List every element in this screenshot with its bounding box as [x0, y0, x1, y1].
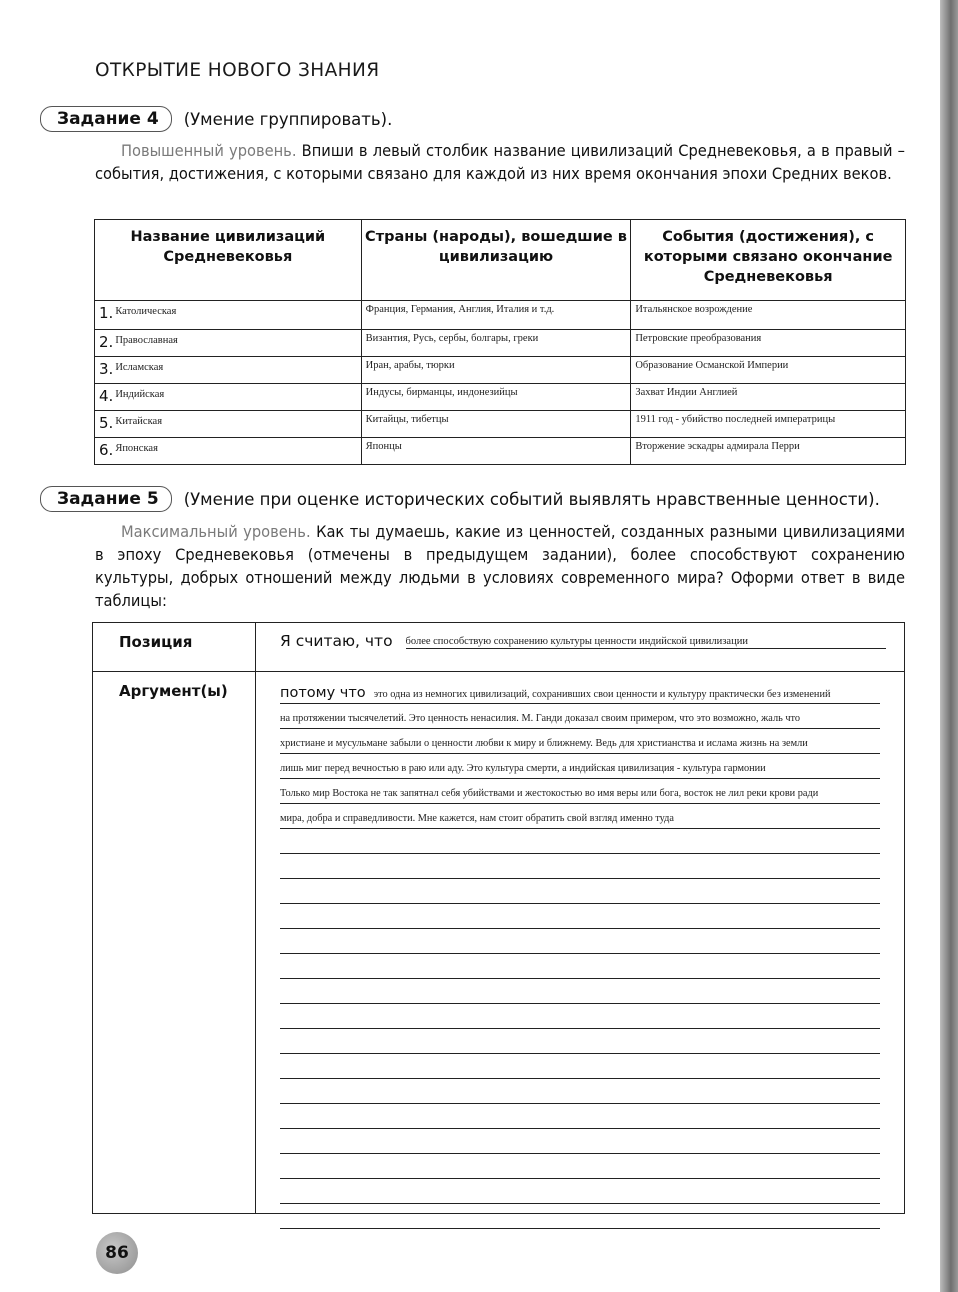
argument-prefix: потому что	[280, 685, 366, 701]
countries-value[interactable]: Китайцы, тибетцы	[365, 414, 449, 425]
countries-value[interactable]: Византия, Русь, сербы, болгары, греки	[365, 333, 539, 344]
argument-line[interactable]	[280, 1104, 880, 1129]
row-number: 2.	[99, 333, 114, 351]
row-number: 3.	[99, 360, 114, 378]
argument-line[interactable]: потому что это одна из немногих цивилизаций, сохранивших свои ценности и культуру практически без изменений	[280, 682, 880, 704]
header-events: События (достижения), с которыми связано окончание Средневековья	[631, 220, 906, 301]
events-value[interactable]: Захват Индии Англией	[635, 387, 738, 398]
row-number: 4.	[99, 387, 114, 405]
position-prefix: Я считаю, что	[280, 632, 393, 650]
civilization-name[interactable]: Исламская	[115, 362, 164, 373]
countries-value[interactable]: Франция, Германия, Англия, Италия и т.д.	[365, 304, 555, 315]
argument-line[interactable]	[280, 1204, 880, 1229]
argument-line[interactable]: на протяжении тысячелетий. Это ценность ненасилия. М. Ганди доказал своим примером, что это возможно, жаль что	[280, 704, 880, 729]
task5-level: Максимальный уровень.	[121, 522, 311, 541]
table-row	[95, 357, 906, 384]
civilization-name[interactable]: Католическая	[115, 306, 177, 317]
header-civilization: Название цивилизаций Средневековья	[95, 220, 362, 301]
task5-instruction	[95, 520, 905, 612]
civilization-name[interactable]: Японская	[115, 443, 158, 454]
argument-line[interactable]	[280, 854, 880, 879]
header-countries: Страны (народы), вошедшие в цивилизацию	[361, 220, 631, 301]
civilization-name[interactable]: Православная	[115, 335, 178, 346]
task5-instruction-text: Как ты думаешь, какие из ценностей, созданных разными цивилизациями в эпоху Средневековья (отмечены в предыдущем задании), более способствуют сохранению культуры, добрых отношений между людьми в условиях современного мира? Оформи ответ в виде таблицы:	[95, 522, 906, 610]
argument-line[interactable]	[280, 979, 880, 1004]
argument-line[interactable]	[280, 1079, 880, 1104]
page-number-badge	[96, 1232, 138, 1274]
task5-header	[40, 486, 880, 512]
civilization-name[interactable]: Индийская	[115, 389, 165, 400]
events-value[interactable]: Вторжение эскадры адмирала Перри	[635, 441, 800, 452]
position-label: Позиция	[93, 623, 256, 672]
argument-label: Аргумент(ы)	[93, 672, 256, 1214]
table-row	[95, 330, 906, 357]
row-number: 6.	[99, 441, 114, 459]
argument-line[interactable]: христиане и мусульмане забыли о ценности любви к миру и ближнему. Ведь для христианства и ислама жизнь на земли	[280, 729, 880, 754]
argument-line[interactable]	[280, 904, 880, 929]
argument-line[interactable]	[280, 1054, 880, 1079]
binding-edge	[940, 0, 958, 1292]
table-row	[95, 411, 906, 438]
countries-value[interactable]: Японцы	[365, 441, 402, 452]
civilizations-table	[94, 219, 906, 465]
events-value[interactable]: 1911 год - убийство последней императрицы	[635, 414, 836, 425]
argument-line[interactable]	[280, 1029, 880, 1054]
events-value[interactable]: Образование Османской Империи	[635, 360, 789, 371]
row-number: 5.	[99, 414, 114, 432]
task4-instruction	[95, 139, 905, 185]
argument-line[interactable]	[280, 1179, 880, 1204]
section-title: ОТКРЫТИЕ НОВОГО ЗНАНИЯ	[95, 60, 380, 81]
argument-line[interactable]	[280, 829, 880, 854]
position-cell	[256, 623, 905, 672]
events-value[interactable]: Итальянское возрождение	[635, 304, 753, 315]
task4-skill: (Умение группировать).	[183, 109, 393, 129]
argument-line[interactable]: лишь миг перед вечностью в раю или аду. Это культура смерти, а индийская цивилизация - культура гармонии	[280, 754, 880, 779]
civilization-name[interactable]: Китайская	[115, 416, 163, 427]
argument-cell	[256, 672, 905, 1214]
table-row	[95, 384, 906, 411]
row-number: 1.	[99, 304, 114, 322]
argument-line[interactable]: Только мир Востока не так запятнал себя убийствами и жестокостью во имя веры или бога, восток не лил реки крови ради	[280, 779, 880, 804]
table-row	[95, 438, 906, 465]
countries-value[interactable]: Индусы, бирманцы, индонезийцы	[365, 387, 518, 398]
argument-line[interactable]: мира, добра и справедливости. Мне кажется, нам стоит обратить свой взгляд именно туда	[280, 804, 880, 829]
task4-level: Повышенный уровень.	[121, 141, 297, 160]
position-answer-field[interactable]: более способствую сохранению культуры ценности индийской цивилизации	[406, 636, 886, 649]
events-value[interactable]: Петровские преобразования	[635, 333, 762, 344]
task4-header	[40, 106, 392, 132]
table-row	[95, 301, 906, 330]
argument-line[interactable]	[280, 1154, 880, 1179]
countries-value[interactable]: Иран, арабы, тюрки	[365, 360, 455, 371]
argument-line[interactable]	[280, 879, 880, 904]
task5-skill: (Умение при оценке исторических событий выявлять нравственные ценности).	[183, 489, 880, 509]
answer-table	[92, 622, 905, 1214]
task4-instruction-text: Впиши в левый столбик название цивилизаций Средневековья, а в правый – события, достижения, с которыми связано для каждой из них время окончания эпохи Средних веков.	[95, 141, 905, 183]
argument-line[interactable]	[280, 954, 880, 979]
argument-lines	[280, 682, 880, 1229]
argument-line[interactable]	[280, 1004, 880, 1029]
argument-line[interactable]	[280, 929, 880, 954]
task4-badge: Задание 4	[40, 106, 172, 132]
page-number: 86	[105, 1243, 129, 1263]
argument-line[interactable]	[280, 1129, 880, 1154]
task5-badge: Задание 5	[40, 486, 172, 512]
